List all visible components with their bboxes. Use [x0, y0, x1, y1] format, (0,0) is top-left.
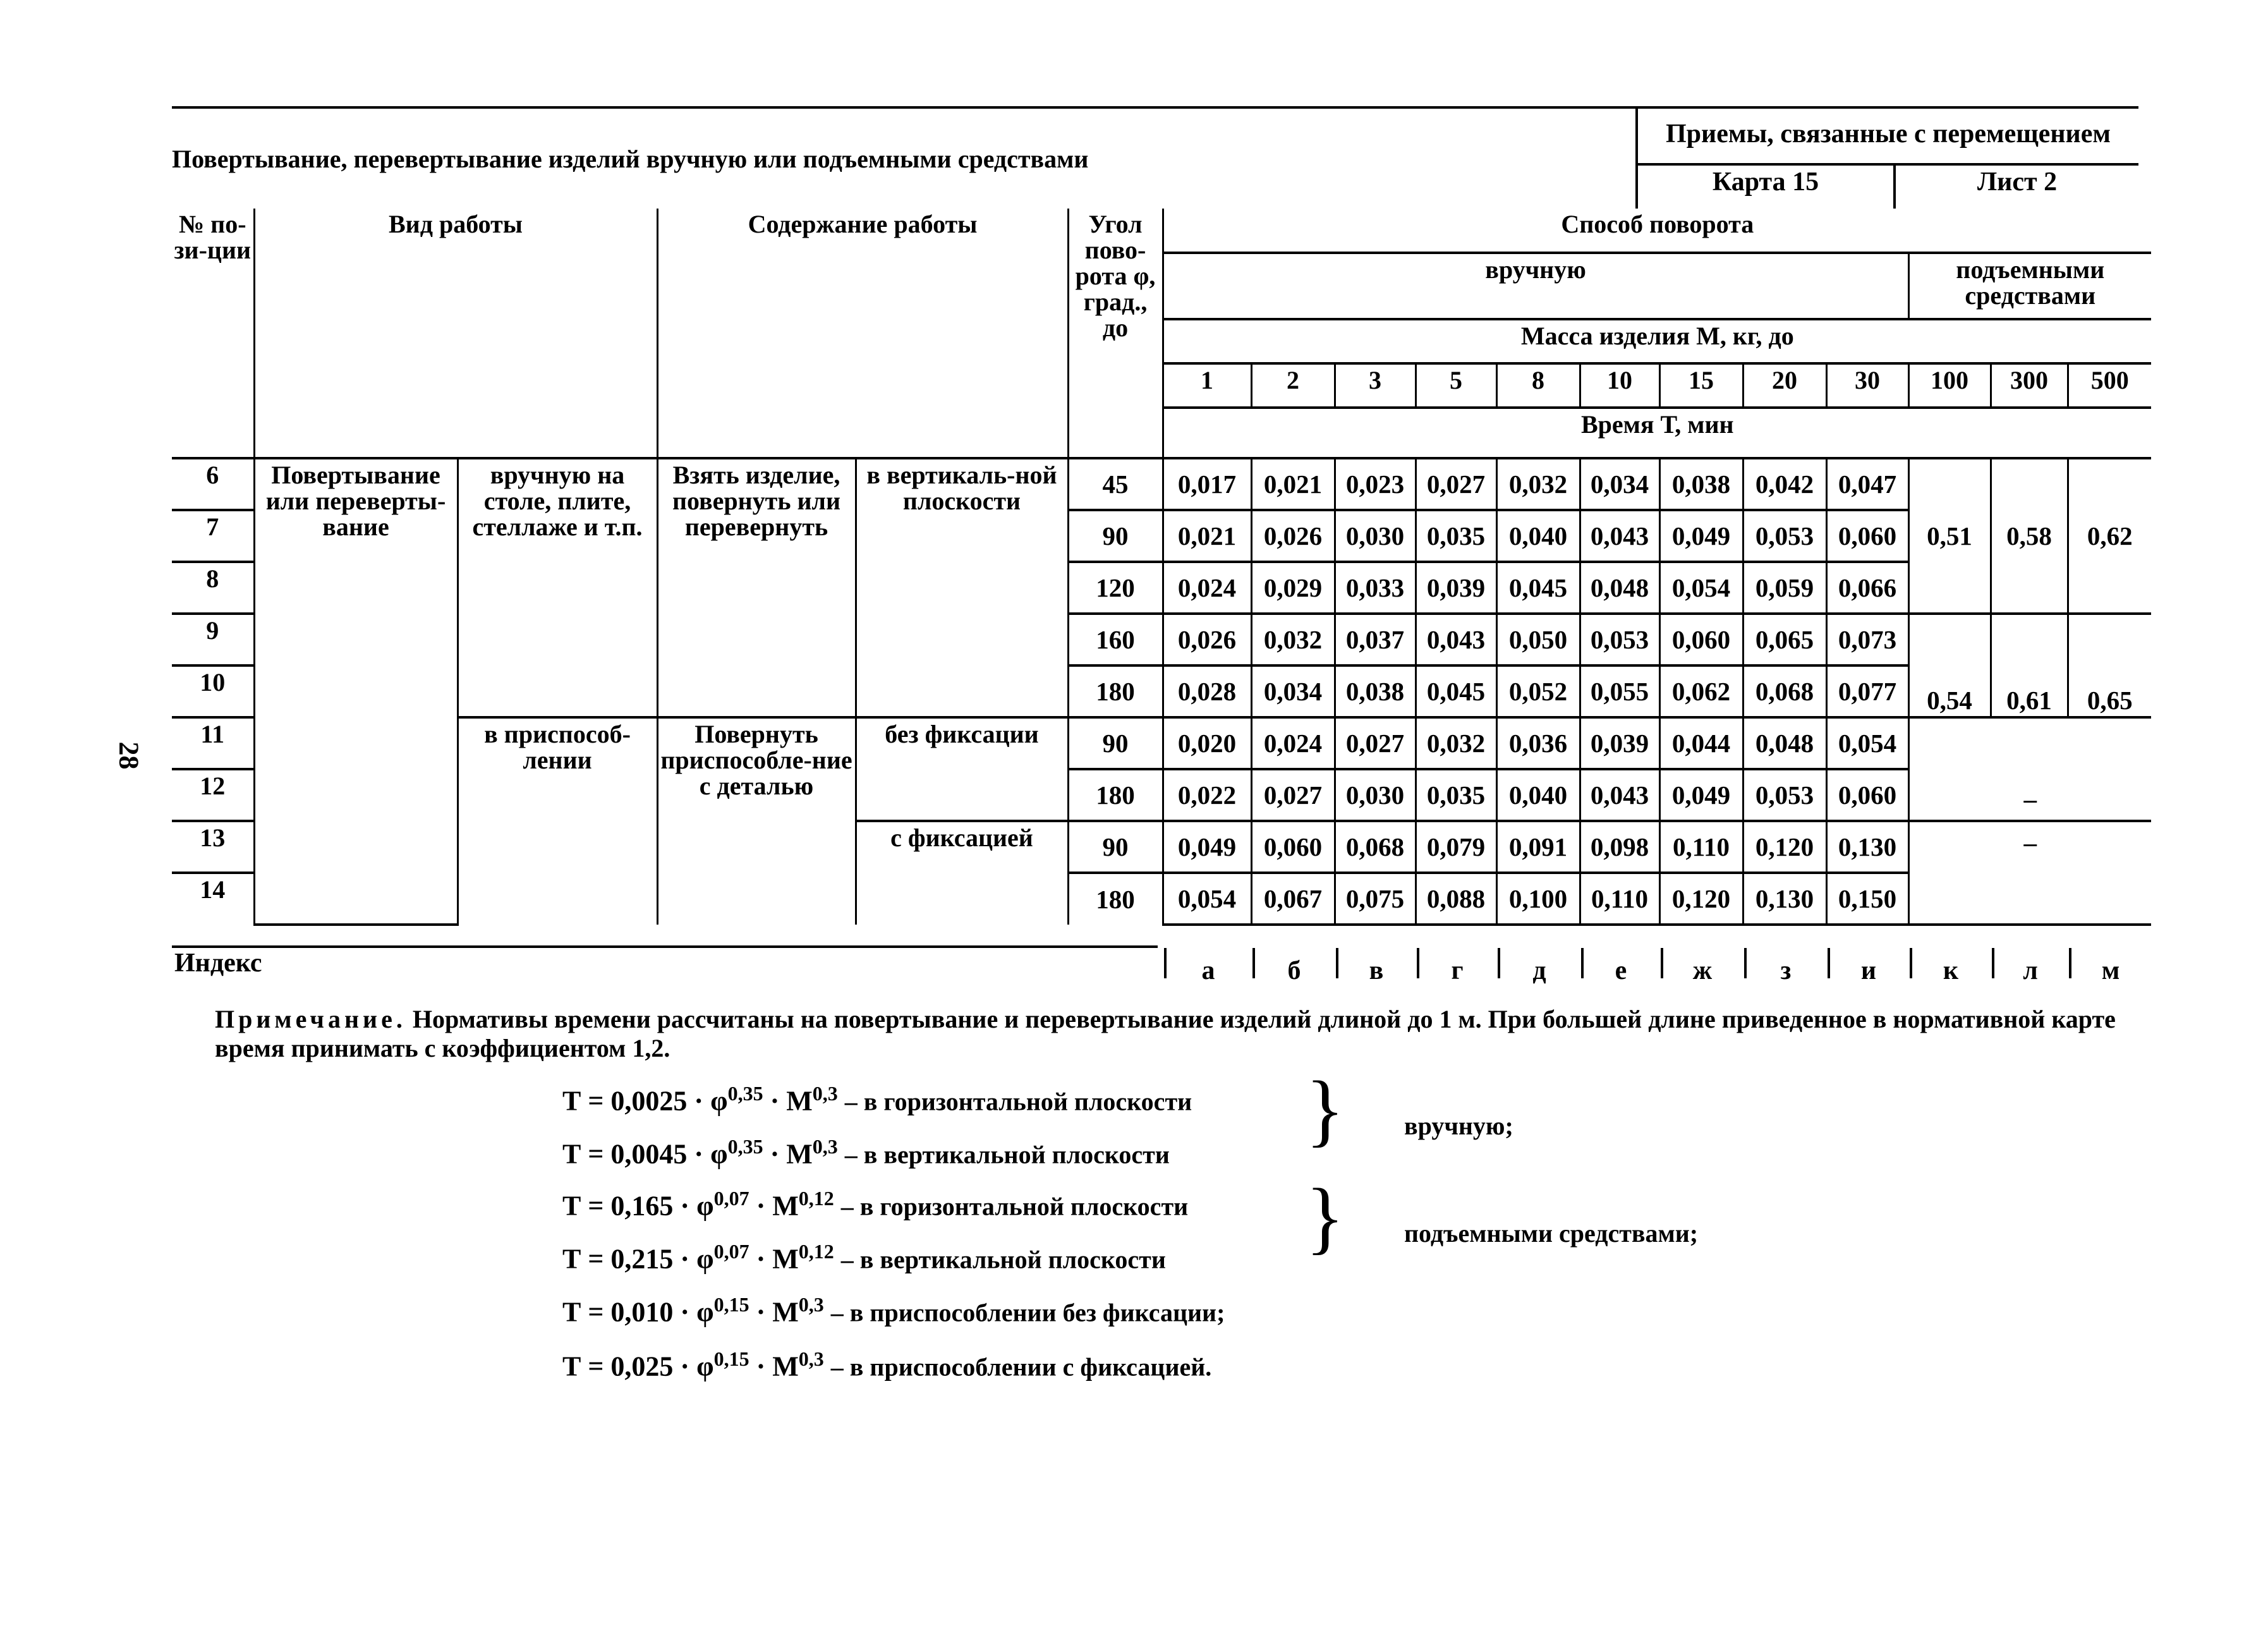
value-cell: 0,047: [1826, 458, 1908, 510]
value-cell: 0,028: [1163, 665, 1251, 717]
top-rule: [172, 106, 2138, 109]
angle-cell: 90: [1068, 510, 1163, 562]
lifting-value-cell: 0,51: [1908, 458, 1991, 614]
brace-label-manual: вручную;: [1404, 1112, 1513, 1140]
note-text: Нормативы времени рассчитаны на повертывание и перевертывание изделий длиной до 1 м. При большей длине приведенное в нормативной карте время принимать с коэффициентом 1,2.: [215, 1005, 2116, 1062]
value-cell: 0,088: [1416, 873, 1496, 925]
table-row: [172, 458, 2151, 510]
mass-col: 10: [1580, 363, 1659, 408]
plane-vertical-cell: в вертикаль-ной плоскости: [856, 458, 1068, 717]
index-tick: [1498, 948, 1500, 978]
value-cell: 0,024: [1163, 562, 1251, 614]
plane-nofix-cell: без фиксации: [856, 717, 1068, 821]
angle-cell: 120: [1068, 562, 1163, 614]
index-letter: б: [1287, 956, 1301, 985]
value-cell: 0,029: [1251, 562, 1335, 614]
value-cell: 0,050: [1496, 614, 1580, 665]
row-number: 8: [172, 562, 254, 614]
row-number: 7: [172, 510, 254, 562]
value-cell: 0,091: [1496, 821, 1580, 873]
col-angle-header: Угол пово-рота φ, град., до: [1068, 209, 1163, 458]
value-cell: 0,040: [1496, 510, 1580, 562]
value-cell: 0,033: [1335, 562, 1416, 614]
lifting-dash-cell: –: [1908, 717, 2151, 821]
mass-col: 100: [1908, 363, 1991, 408]
value-cell: 0,037: [1335, 614, 1416, 665]
value-cell: 0,049: [1659, 769, 1743, 821]
lifting-value-cell: 0,65: [2068, 614, 2151, 717]
index-letter: е: [1615, 956, 1627, 985]
value-cell: 0,098: [1580, 821, 1659, 873]
value-cell: 0,053: [1743, 769, 1826, 821]
index-letter: з: [1780, 956, 1792, 985]
value-cell: 0,036: [1496, 717, 1580, 769]
value-cell: 0,062: [1659, 665, 1743, 717]
value-cell: 0,120: [1659, 873, 1743, 925]
card-number: Карта 15: [1712, 167, 1819, 197]
value-cell: 0,130: [1743, 873, 1826, 925]
formula: $Т = 0,215 \cdot \varphi^{0,07} \cdot М^{0,12} - в$ вертикальной плоскости: [562, 1240, 1166, 1275]
index-tick: [2069, 948, 2071, 978]
index-letter: к: [1943, 956, 1959, 985]
value-cell: 0,077: [1826, 665, 1908, 717]
formula: $Т = 0,0045 \cdot \varphi^{0,35} \cdot М^{0,3} - в$ вертикальной плоскости: [562, 1135, 1170, 1170]
value-cell: 0,039: [1416, 562, 1496, 614]
col-work-content-header: Содержание работы: [657, 209, 1068, 458]
value-cell: 0,042: [1743, 458, 1826, 510]
index-letter: в: [1369, 956, 1384, 985]
angle-cell: 180: [1068, 873, 1163, 925]
value-cell: 0,054: [1163, 873, 1251, 925]
value-cell: 0,065: [1743, 614, 1826, 665]
value-cell: 0,043: [1580, 769, 1659, 821]
value-cell: 0,110: [1580, 873, 1659, 925]
index-tick: [1910, 948, 1912, 978]
value-cell: 0,060: [1659, 614, 1743, 665]
note-lead: Примечание.: [215, 1005, 406, 1033]
row-number: 11: [172, 717, 254, 769]
value-cell: 0,067: [1251, 873, 1335, 925]
mass-col: 8: [1496, 363, 1580, 408]
value-cell: 0,060: [1251, 821, 1335, 873]
content-take-cell: Взять изделие, повернуть или перевернуть: [657, 458, 856, 717]
value-cell: 0,053: [1743, 510, 1826, 562]
value-cell: 0,110: [1659, 821, 1743, 873]
value-cell: 0,039: [1580, 717, 1659, 769]
value-cell: 0,059: [1743, 562, 1826, 614]
value-cell: 0,034: [1251, 665, 1335, 717]
table-row: [172, 717, 2151, 769]
mass-col: 5: [1416, 363, 1496, 408]
formula: $Т = 0,025 \cdot \varphi^{0,15} \cdot М^{0,3} - в$ приспособлении с фиксацией.: [562, 1347, 1212, 1382]
value-cell: 0,035: [1416, 510, 1496, 562]
value-cell: 0,030: [1335, 769, 1416, 821]
value-cell: 0,073: [1826, 614, 1908, 665]
plane-fix-cell: с фиксацией: [856, 821, 1068, 925]
value-cell: 0,054: [1826, 717, 1908, 769]
mass-col: 20: [1743, 363, 1826, 408]
angle-cell: 180: [1068, 769, 1163, 821]
mass-col: 30: [1826, 363, 1908, 408]
index-tick: [1336, 948, 1338, 978]
value-cell: 0,079: [1416, 821, 1496, 873]
index-letter: л: [2023, 956, 2038, 985]
value-cell: 0,068: [1743, 665, 1826, 717]
index-letter: и: [1860, 956, 1877, 985]
index-letter: а: [1201, 956, 1215, 985]
mass-col: 15: [1659, 363, 1743, 408]
value-cell: 0,130: [1826, 821, 1908, 873]
operation-cell: Повертывание или переверты-вание: [254, 458, 458, 925]
value-cell: 0,066: [1826, 562, 1908, 614]
value-cell: 0,044: [1659, 717, 1743, 769]
index-letter: д: [1532, 956, 1546, 985]
formula: $Т = 0,010 \cdot \varphi^{0,15} \cdot М^{0,3} - в$ приспособлении без фиксации;: [562, 1293, 1225, 1328]
value-cell: 0,045: [1496, 562, 1580, 614]
value-cell: 0,027: [1416, 458, 1496, 510]
value-cell: 0,045: [1416, 665, 1496, 717]
index-tick: [1992, 948, 1994, 978]
index-tick: [1744, 948, 1747, 978]
formula: $Т = 0,0025 \cdot \varphi^{0,35} \cdot М^{0,3} - в$ горизонтальной плоскости: [562, 1082, 1192, 1117]
value-cell: 0,032: [1416, 717, 1496, 769]
method-header: Способ поворота: [1163, 209, 2151, 253]
index-tick: [1828, 948, 1830, 978]
lifting-value-cell: 0,61: [1991, 614, 2068, 717]
index-tick: [1164, 948, 1167, 978]
col-work-type-header: Вид работы: [254, 209, 657, 458]
value-cell: 0,040: [1496, 769, 1580, 821]
value-cell: 0,120: [1743, 821, 1826, 873]
value-cell: 0,075: [1335, 873, 1416, 925]
angle-cell: 90: [1068, 821, 1163, 873]
index-letter: м: [2101, 956, 2120, 985]
value-cell: 0,017: [1163, 458, 1251, 510]
value-cell: 0,150: [1826, 873, 1908, 925]
value-cell: 0,043: [1416, 614, 1496, 665]
value-cell: 0,027: [1251, 769, 1335, 821]
lifting-header: подъемными средствами: [1908, 253, 2151, 319]
value-cell: 0,023: [1335, 458, 1416, 510]
index-tick: [1417, 948, 1419, 978]
value-cell: 0,021: [1251, 458, 1335, 510]
index-label: Индекс: [174, 949, 262, 978]
sheet-number: Лист 2: [1977, 167, 2058, 197]
header-box-mid-rule: [1635, 163, 2138, 166]
mass-col: 1: [1163, 363, 1251, 408]
mass-col: 300: [1991, 363, 2068, 408]
value-cell: 0,053: [1580, 614, 1659, 665]
value-cell: 0,038: [1659, 458, 1743, 510]
table-bottom-rule: [172, 945, 1158, 948]
value-cell: 0,021: [1163, 510, 1251, 562]
index-tick: [1581, 948, 1584, 978]
value-cell: 0,038: [1335, 665, 1416, 717]
section-title: Приемы, связанные с перемещением: [1666, 119, 2111, 149]
value-cell: 0,052: [1496, 665, 1580, 717]
angle-cell: 90: [1068, 717, 1163, 769]
value-cell: 0,049: [1163, 821, 1251, 873]
value-cell: 0,030: [1335, 510, 1416, 562]
value-cell: 0,048: [1580, 562, 1659, 614]
brace-label-lifting: подъемными средствами;: [1404, 1219, 1699, 1248]
row-number: 13: [172, 821, 254, 873]
row-number: 12: [172, 769, 254, 821]
lifting-value-cell: 0,58: [1991, 458, 2068, 614]
value-cell: 0,100: [1496, 873, 1580, 925]
row-number: 10: [172, 665, 254, 717]
angle-cell: 160: [1068, 614, 1163, 665]
value-cell: 0,034: [1580, 458, 1659, 510]
row-number: 9: [172, 614, 254, 665]
value-cell: 0,049: [1659, 510, 1743, 562]
value-cell: 0,060: [1826, 769, 1908, 821]
value-cell: 0,043: [1580, 510, 1659, 562]
value-cell: 0,048: [1743, 717, 1826, 769]
value-cell: 0,035: [1416, 769, 1496, 821]
page-number: 28: [113, 741, 145, 770]
value-cell: 0,060: [1826, 510, 1908, 562]
place-manual-cell: вручную на столе, плите, стеллаже и т.п.: [458, 458, 657, 717]
time-header: Время Т, мин: [1163, 408, 2151, 458]
index-letter: г: [1451, 956, 1464, 985]
value-cell: 0,055: [1580, 665, 1659, 717]
row-number: 14: [200, 875, 226, 904]
mass-header: Масса изделия М, кг, до: [1163, 319, 2151, 363]
value-cell: 0,068: [1335, 821, 1416, 873]
value-cell: 0,032: [1251, 614, 1335, 665]
place-fixture-cell: в приспособ-лении: [458, 717, 657, 925]
index-letter: ж: [1692, 956, 1713, 985]
mass-col: 2: [1251, 363, 1335, 408]
row-number: 6: [172, 458, 254, 510]
value-cell: 0,022: [1163, 769, 1251, 821]
mass-col: 500: [2068, 363, 2151, 408]
formula: $Т = 0,165 \cdot \varphi^{0,07} \cdot М^{0,12} - в$ горизонтальной плоскости: [562, 1187, 1189, 1222]
col-position-header: № по-зи-ции: [172, 209, 254, 458]
mass-col: 3: [1335, 363, 1416, 408]
norms-table: [172, 209, 2151, 926]
note: [215, 1005, 2136, 1063]
value-cell: 0,026: [1163, 614, 1251, 665]
value-cell: 0,054: [1659, 562, 1743, 614]
lifting-value-cell: 0,54: [1908, 614, 1991, 717]
value-cell: 0,027: [1335, 717, 1416, 769]
value-cell: 0,032: [1496, 458, 1580, 510]
content-fixture-cell: Повернуть приспособле-ние с деталью: [657, 717, 856, 925]
right-brace: }: [1306, 1065, 1345, 1155]
value-cell: 0,020: [1163, 717, 1251, 769]
index-tick: [1661, 948, 1663, 978]
lifting-value-cell: 0,62: [2068, 458, 2151, 614]
value-cell: 0,026: [1251, 510, 1335, 562]
manual-header: вручную: [1163, 253, 1908, 319]
page-title: Повертывание, перевертывание изделий вручную или подъемными средствами: [172, 145, 1089, 173]
lifting-dash-cell: –: [1908, 821, 2151, 925]
value-cell: 0,024: [1251, 717, 1335, 769]
angle-cell: 45: [1068, 458, 1163, 510]
index-tick: [1252, 948, 1255, 978]
angle-cell: 180: [1068, 665, 1163, 717]
right-brace: }: [1306, 1172, 1345, 1262]
